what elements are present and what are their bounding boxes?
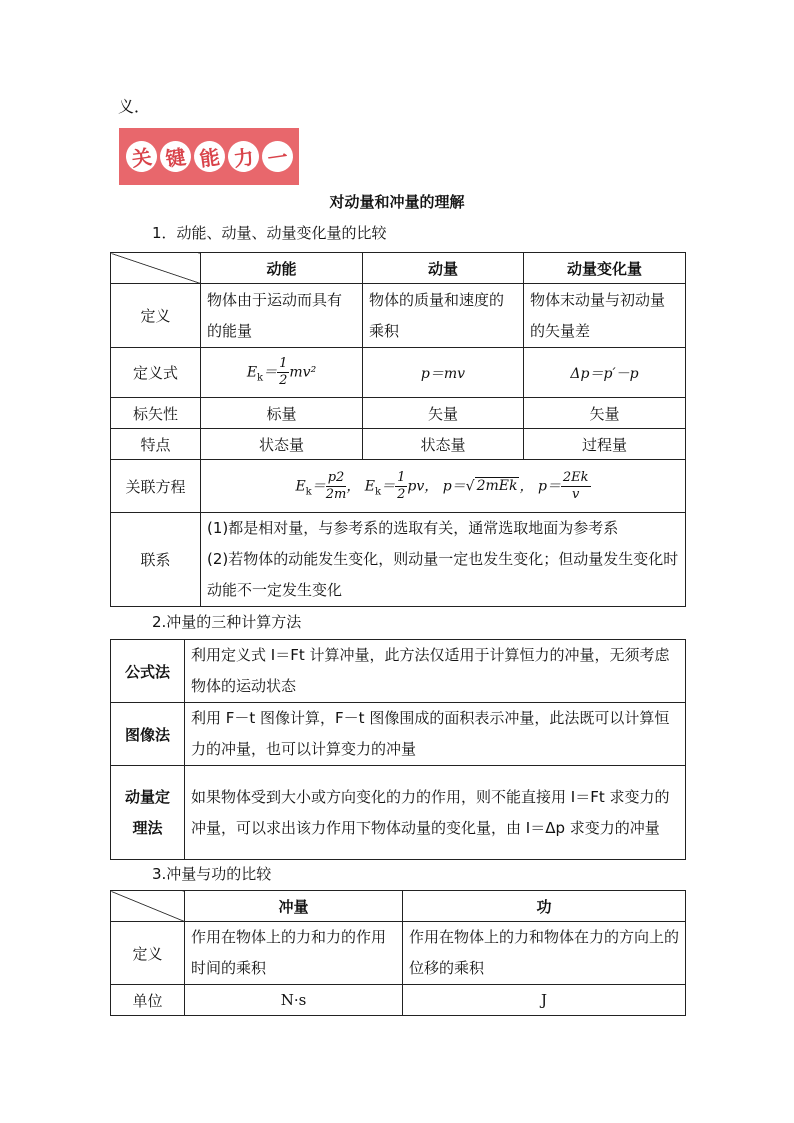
- fraction-numerator: 2Ek: [562, 469, 589, 485]
- formula-lhs: p＝: [537, 478, 561, 494]
- header-work: 功: [403, 891, 686, 922]
- cell-unit: J: [403, 985, 686, 1016]
- link-line: (1)都是相对量，与参考系的选取有关，通常选取地面为参考系: [207, 519, 619, 537]
- method-text: 如果物体受到大小或方向变化的力的作用，则不能直接用 I＝Ft 求变力的冲量，可以求出该力作用下物体动量的变化量，由 I＝Δp 求变力的冲量: [185, 766, 686, 860]
- cell-p-formula: p＝mv: [363, 348, 524, 398]
- cell-vector: 矢量: [524, 398, 686, 429]
- cell-feature: 过程量: [524, 429, 686, 460]
- diagonal-header-cell: [111, 891, 185, 922]
- fraction: [561, 470, 591, 503]
- sec3-heading: 3.冲量与功的比较: [152, 865, 272, 883]
- banner-char: 关: [123, 139, 158, 174]
- cell-vector: 矢量: [363, 398, 524, 429]
- section-title: 对动量和冲量的理解: [329, 193, 465, 211]
- banner-char: 力: [225, 139, 260, 174]
- separator: ，: [519, 478, 534, 494]
- fraction-denominator: v: [572, 486, 580, 502]
- banner-char: 一: [259, 139, 294, 174]
- cell-definition: 物体末动量与初动量的矢量差: [524, 284, 686, 348]
- fraction-denominator: 2: [397, 486, 406, 502]
- method-text: 利用 F－t 图像计算，F－t 图像围成的面积表示冲量，此法既可以计算恒力的冲量，也可以计算变力的冲量: [185, 703, 686, 766]
- fraction-numerator: 1: [397, 469, 406, 485]
- cell-definition: 物体由于运动而具有的能量: [201, 284, 363, 348]
- sqrt-radicand: 2mEk: [476, 478, 518, 494]
- key-ability-banner: [119, 128, 299, 185]
- cell-definition: 作用在物体上的力和力的作用时间的乘积: [185, 922, 403, 985]
- fraction: [395, 470, 407, 503]
- comparison-table-1: [110, 252, 686, 607]
- cell-vector: 标量: [201, 398, 363, 429]
- diagonal-header-cell: [111, 253, 201, 284]
- formula-lhs: p＝: [442, 478, 466, 494]
- header-kinetic-energy: 动能: [201, 253, 363, 284]
- cell-link: [201, 513, 686, 607]
- row-label-feature: 特点: [111, 429, 201, 460]
- row-label-formula: 定义式: [111, 348, 201, 398]
- method-label: 动量定理法: [111, 766, 185, 860]
- separator: ，: [346, 478, 361, 494]
- ek-symbol: E: [364, 478, 376, 494]
- impulse-methods-table: [110, 639, 686, 860]
- equals-sign: ＝: [263, 364, 278, 381]
- ek-symbol: E: [246, 364, 258, 381]
- ek-subscript: k: [257, 372, 264, 384]
- cell-dp-formula: Δp＝p′－p: [524, 348, 686, 398]
- header-momentum: 动量: [363, 253, 524, 284]
- row-label-vector: 标矢性: [111, 398, 201, 429]
- impulse-work-table: [110, 890, 686, 1016]
- fraction-numerator: p2: [327, 469, 345, 485]
- cell-feature: 状态量: [201, 429, 363, 460]
- ek-rest: mv²: [289, 364, 317, 381]
- header-impulse: 冲量: [185, 891, 403, 922]
- fraction-denominator: 2: [279, 373, 288, 388]
- top-text: 义．: [118, 97, 151, 116]
- method-label: 公式法: [111, 640, 185, 703]
- banner-char: 键: [157, 139, 192, 174]
- banner-char: 能: [191, 139, 226, 174]
- sec1-heading: 1．动能、动量、动量变化量的比较: [152, 224, 387, 242]
- fraction-denominator: 2m: [325, 486, 347, 502]
- header-momentum-change: 动量变化量: [524, 253, 686, 284]
- row-label-unit: 单位: [111, 985, 185, 1016]
- row-label-definition: 定义: [111, 284, 201, 348]
- fraction: [326, 470, 347, 503]
- equals-sign: ＝: [381, 478, 396, 494]
- half-fraction: [277, 356, 289, 389]
- ek-symbol: E: [295, 478, 306, 494]
- cell-definition: 作用在物体上的力和物体在力的方向上的位移的乘积: [403, 922, 686, 985]
- row-label-link: 联系: [111, 513, 201, 607]
- ek-subscript: k: [305, 485, 312, 497]
- formula-rest: pv，: [407, 478, 439, 494]
- cell-unit: N·s: [185, 985, 403, 1016]
- method-text: 利用定义式 I＝Ft 计算冲量，此方法仅适用于计算恒力的冲量，无须考虑物体的运动状态: [185, 640, 686, 703]
- sec2-heading: 2.冲量的三种计算方法: [152, 613, 302, 631]
- cell-feature: 状态量: [363, 429, 524, 460]
- ek-subscript: k: [375, 485, 382, 497]
- cell-ek-formula: [201, 348, 363, 398]
- method-label: 图像法: [111, 703, 185, 766]
- row-label-definition: 定义: [111, 922, 185, 985]
- cell-definition: 物体的质量和速度的乘积: [363, 284, 524, 348]
- link-line: (2)若物体的动能发生变化，则动量一定也发生变化；但动量发生变化时动能不一定发生变化: [207, 550, 679, 599]
- equals-sign: ＝: [311, 478, 326, 494]
- cell-relation-equations: $E_k=$ $\frac{p2}{2m}$ ， $E_k=$ $\frac{1}{2}$ pv， p＝√ 2mEk ， p＝ $\frac{2Ek}{v}$: [201, 460, 686, 513]
- fraction-numerator: 1: [279, 356, 288, 371]
- row-label-relation: 关联方程: [111, 460, 201, 513]
